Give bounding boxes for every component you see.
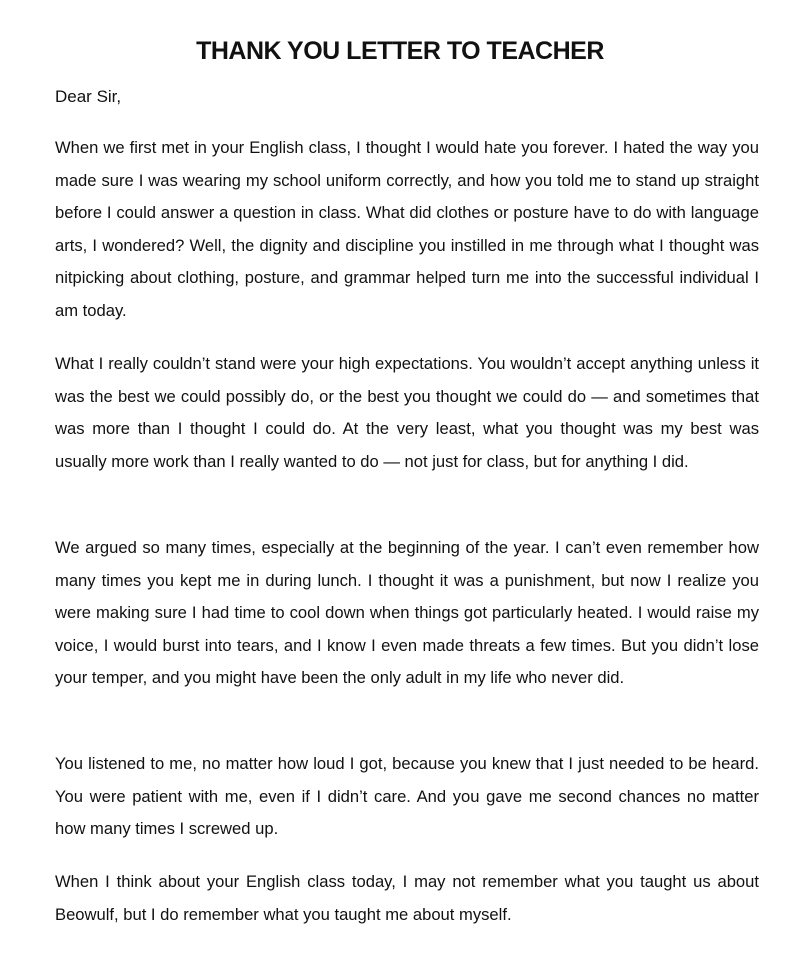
- document-title: THANK YOU LETTER TO TEACHER: [196, 37, 604, 65]
- body-paragraph: What I really couldn’t stand were your high expectations. You wouldn’t accept anything unless it was the best we could possibly do, or the best you thought we could do — and sometimes that was more than I thought I could do. At the very least, what you thought was my best was usually more work than I really wanted to do — not just for class, but for anything I did.: [55, 354, 759, 471]
- body-paragraph: When I think about your English class today, I may not remember what you taught us about Beowulf, but I do remember what you taught me about myself.: [55, 872, 759, 924]
- body-paragraph: You listened to me, no matter how loud I got, because you knew that I just needed to be heard. You were patient with me, even if I didn’t care. And you gave me second chances no matter how many times I screwed up.: [55, 754, 759, 838]
- body-paragraph: When we first met in your English class, I thought I would hate you forever. I hated the way you made sure I was wearing my school uniform correctly, and how you told me to stand up straight before I could answer a question in class. What did clothes or posture have to do with language arts, I wondered? Well, the dignity and discipline you instilled in me through what I thought was nitpicking about clothing, posture, and grammar helped turn me into the successful individual I am today.: [55, 138, 759, 320]
- body-paragraph: We argued so many times, especially at the beginning of the year. I can’t even remember how many times you kept me in during lunch. I thought it was a punishment, but now I realize you were making sure I had time to cool down when things got particularly heated. I would raise my voice, I would burst into tears, and I know I even made threats a few times. But you didn’t lose your temper, and you might have been the only adult in my life who never did.: [55, 538, 759, 687]
- salutation: Dear Sir,: [55, 87, 122, 106]
